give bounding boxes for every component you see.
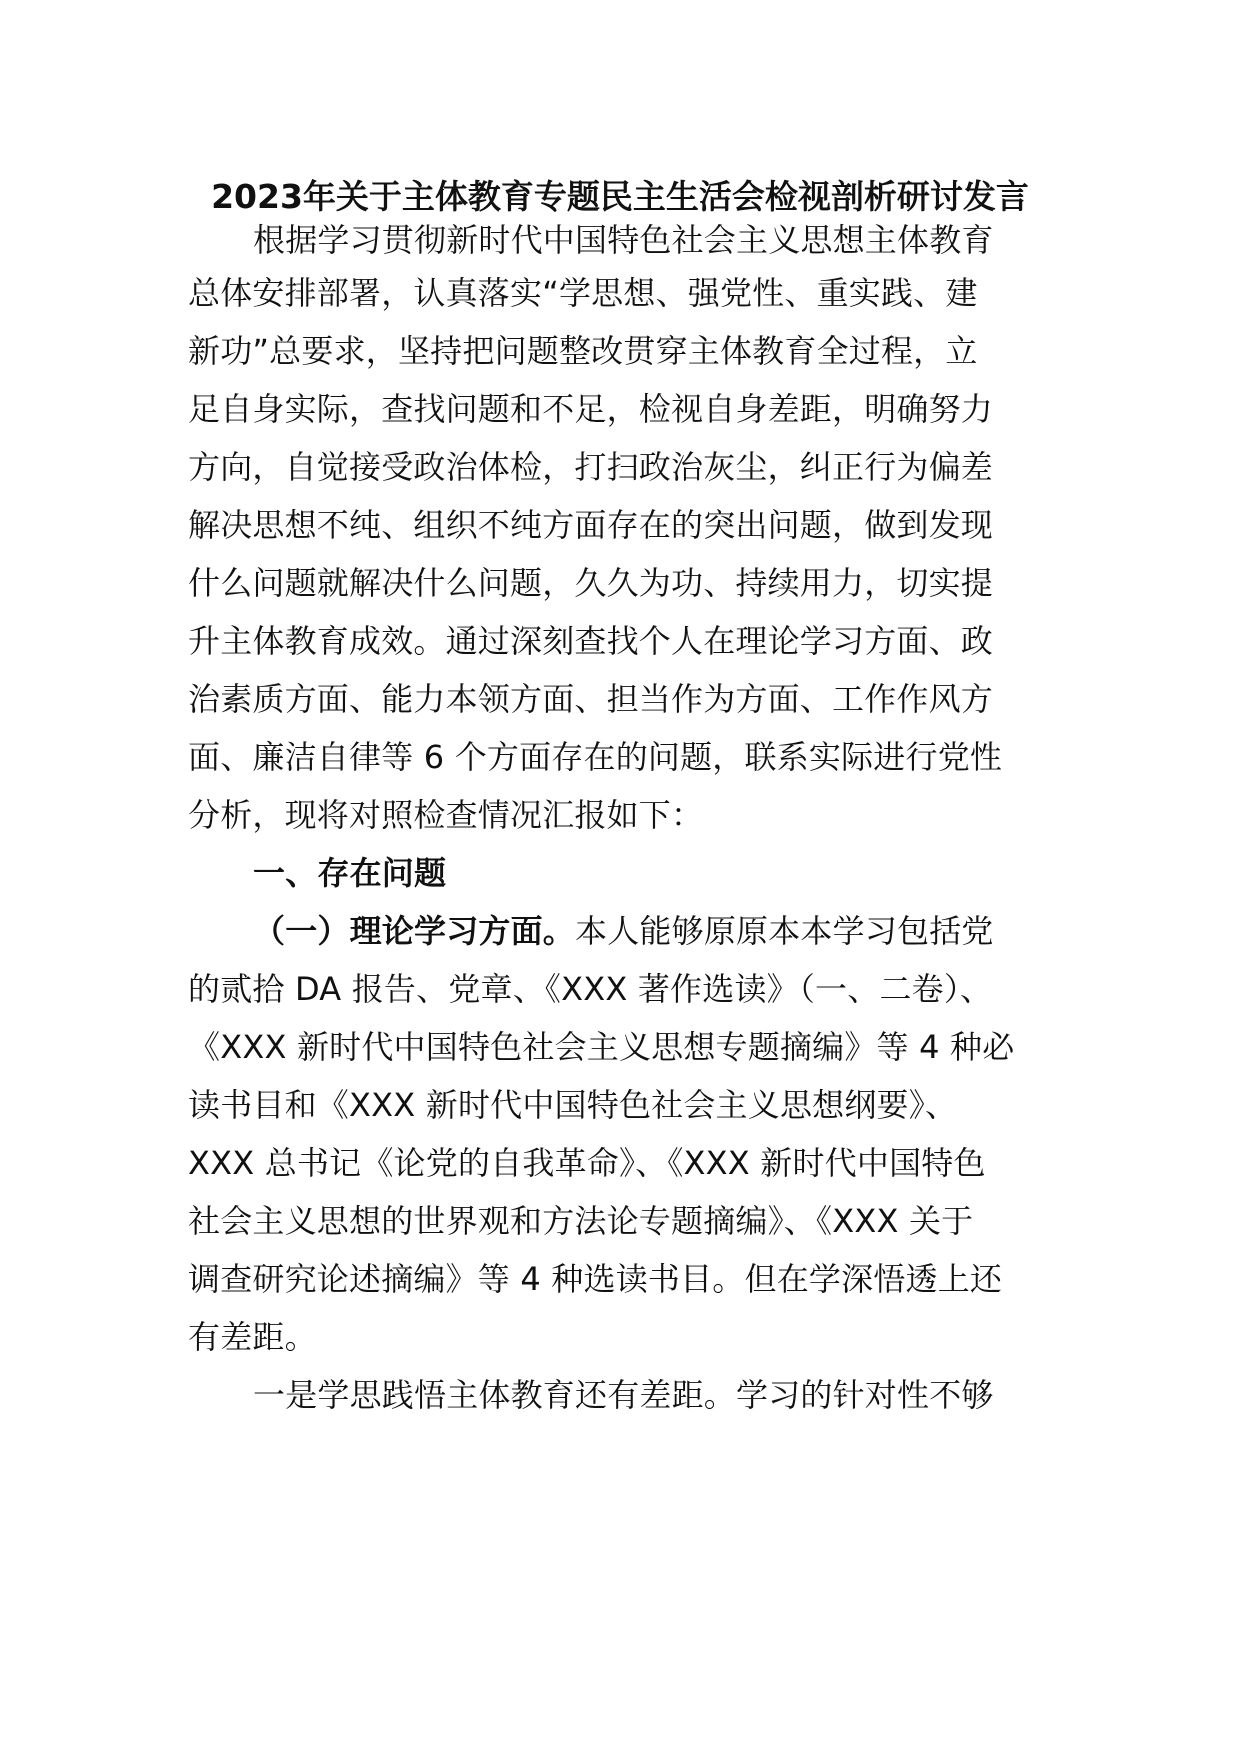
intro-line-7: 什么问题就解决什么问题，久久为功、持续用力，切实提 (188, 564, 994, 602)
subsection-line-2: 的贰拾 DA 报告、党章、《XXX 著作选读》（一、二卷）、 (188, 970, 993, 1008)
intro-line-4: 足自身实际，查找问题和不足，检视自身差距，明确努力 (188, 390, 994, 428)
intro-line-8: 升主体教育成效。通过深刻查找个人在理论学习方面、政 (188, 622, 994, 660)
intro-line-5: 方向，自觉接受政治体检，打扫政治灰尘，纠正行为偏差 (188, 448, 994, 486)
intro-line-6: 解决思想不纯、组织不纯方面存在的突出问题，做到发现 (188, 506, 994, 544)
intro-line-10: 面、廉洁自律等 6 个方面存在的问题，联系实际进行党性 (188, 738, 1003, 776)
section-heading: 一、存在问题 (253, 854, 447, 892)
subsection-line-8: 有差距。 (188, 1318, 317, 1356)
subsection-line-6: 社会主义思想的世界观和方法论专题摘编》、《XXX 关于 (188, 1202, 974, 1240)
subsection-line-7: 调查研究论述摘编》等 4 种选读书目。但在学深悟透上还 (188, 1260, 1003, 1298)
intro-line-3: 新功”总要求，坚持把问题整改贯穿主体教育全过程，立 (188, 332, 978, 370)
intro-line-2: 总体安排部署，认真落实“学思想、强党性、重实践、建 (188, 274, 978, 312)
subsection-first-line-text: 本人能够原原本本学习包括党 (575, 912, 994, 950)
intro-line-11: 分析，现将对照检查情况汇报如下： (188, 796, 704, 834)
subsection-line-5: XXX 总书记《论党的自我革命》、《XXX 新时代中国特色 (188, 1144, 986, 1182)
document-title: 2023年关于主体教育专题民主生活会检视剖析研讨发言 (211, 177, 1029, 216)
subsection-first-line (253, 909, 994, 953)
intro-line-9: 治素质方面、能力本领方面、担当作为方面、工作作风方 (188, 680, 994, 718)
subsection-heading: （一）理论学习方面。 (253, 912, 576, 950)
subsection-line-3: 《XXX 新时代中国特色社会主义思想专题摘编》等 4 种必 (188, 1028, 1015, 1066)
intro-line-1: 根据学习贯彻新时代中国特色社会主义思想主体教育 (253, 221, 994, 259)
subsection-line-4: 读书目和《XXX 新时代中国特色社会主义思想纲要》、 (188, 1086, 958, 1124)
paragraph-line: 一是学思践悟主体教育还有差距。学习的针对性不够 (253, 1376, 994, 1414)
